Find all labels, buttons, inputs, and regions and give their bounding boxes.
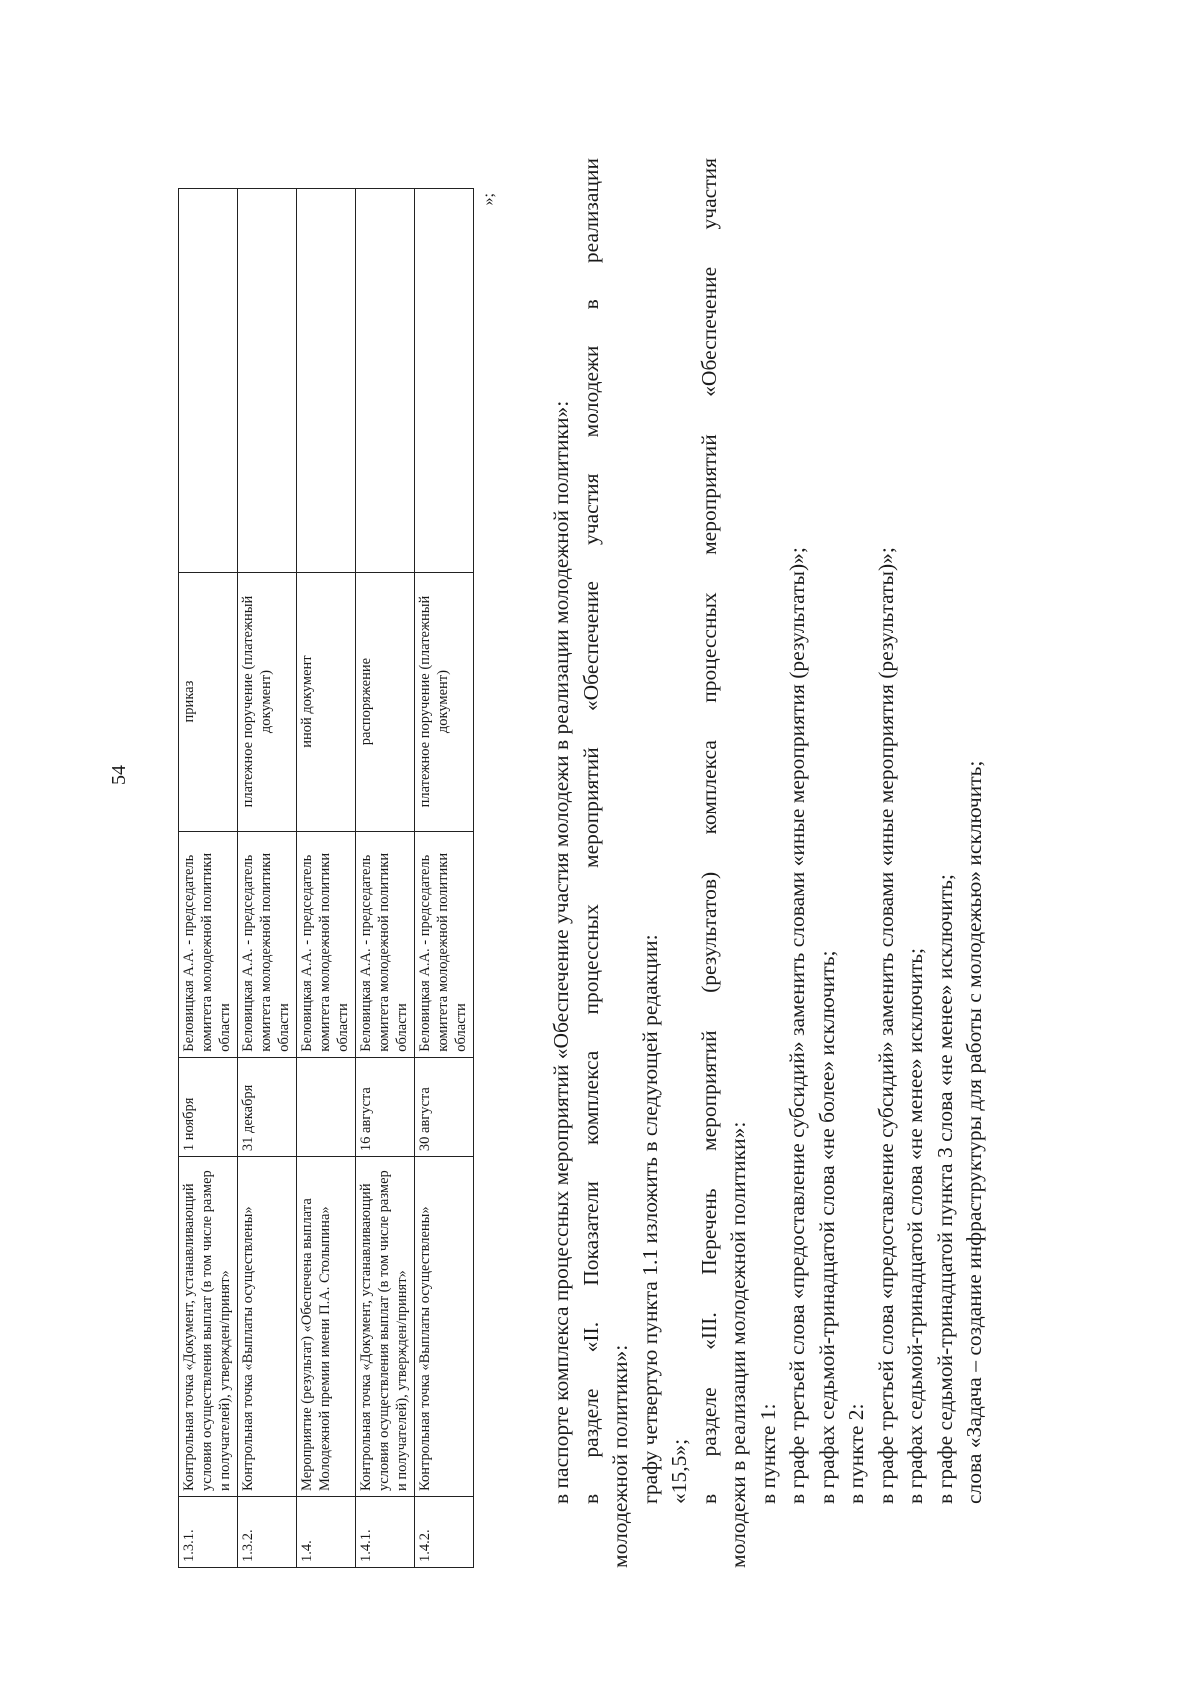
row-number: 1.3.1. [179, 1496, 238, 1567]
row-date: 30 августа [414, 1057, 473, 1156]
row-document: платежное поручение (платежный документ) [237, 572, 296, 831]
paragraph: в графе третьей слова «предоставление субсидий» заменить словами «иные мероприятия (результаты)»; [785, 547, 809, 1504]
row-document: приказ [179, 572, 238, 831]
row-extra-last [414, 189, 497, 573]
row-responsible: Беловицкая А.А. - председатель комитета молодежной политики области [355, 831, 414, 1057]
measures-table [178, 188, 497, 1568]
row-name: Мероприятие (результат) «Обеспечена выплата Молодежной премии имени П.А. Столыпина» [296, 1157, 355, 1497]
row-date [296, 1057, 355, 1156]
row-document: распоряжение [355, 572, 414, 831]
row-name: Контрольная точка «Выплаты осуществлены» [237, 1157, 296, 1497]
row-number: 1.4. [296, 1496, 355, 1567]
row-name: Контрольная точка «Документ, устанавливающий условия осуществления выплат (в том числе размер и получателей), утвержден/принят» [179, 1157, 238, 1497]
row-date: 1 ноября [179, 1057, 238, 1156]
row-document: платежное поручение (платежный документ) [414, 572, 473, 831]
paragraph: в пункте 2: [844, 1403, 868, 1504]
paragraph: в разделе «III. Перечень мероприятий (результатов) комплекса процессных мероприятий «Обеспечение участия [696, 158, 721, 1504]
row-responsible: Беловицкая А.А. - председатель комитета молодежной политики области [414, 831, 473, 1057]
row-extra [179, 189, 238, 573]
row-extra [355, 189, 414, 573]
paragraph: графу четвертую пункта 1.1 изложить в следующей редакции: [637, 934, 662, 1504]
table-end-mark: »; [479, 193, 497, 206]
paragraph: в графе седьмой-тринадцатой пункта 3 слова «не менее» исключить; [932, 874, 957, 1504]
paragraph: молодежи в реализации молодежной политики»: [726, 1121, 750, 1568]
row-number: 1.3.2. [237, 1496, 296, 1567]
table-row [355, 189, 414, 1568]
row-name: Контрольная точка «Документ, устанавливающий условия осуществления выплат (в том числе размер и получателей), утвержден/принят» [355, 1157, 414, 1497]
table-row [414, 189, 473, 1568]
row-date: 31 декабря [237, 1057, 296, 1156]
paragraph: «15,5»; [667, 1438, 691, 1504]
table-row [296, 189, 355, 1568]
paragraph: в графах седьмой-тринадцатой слова «не более» исключить; [814, 950, 839, 1504]
row-extra [237, 189, 296, 573]
row-number: 1.4.1. [355, 1496, 414, 1567]
table-row [179, 189, 238, 1568]
row-responsible: Беловицкая А.А. - председатель комитета молодежной политики области [296, 831, 355, 1057]
paragraph: в графах седьмой-тринадцатой слова «не менее» исключить; [903, 947, 927, 1504]
row-number: 1.4.2. [414, 1496, 473, 1567]
row-extra [296, 189, 355, 573]
page-number: 54 [108, 765, 130, 785]
paragraph: в пункте 1: [755, 1403, 780, 1504]
row-responsible: Беловицкая А.А. - председатель комитета молодежной политики области [237, 831, 296, 1057]
row-name: Контрольная точка «Выплаты осуществлены» [414, 1157, 473, 1497]
paragraph: в разделе «II. Показатели комплекса процессных мероприятий «Обеспечение участия молодежи в реализации [578, 158, 603, 1504]
rotated-content [0, 158, 986, 1588]
row-document: иной документ [296, 572, 355, 831]
paragraph: в графе третьей слова «предоставление субсидий» заменить словами «иные мероприятия (результаты)»; [873, 547, 898, 1504]
row-responsible: Беловицкая А.А. - председатель комитета молодежной политики области [179, 831, 238, 1057]
paragraph: молодежной политики»: [608, 1344, 632, 1568]
row-date: 16 августа [355, 1057, 414, 1156]
paragraph: в паспорте комплекса процессных мероприятий «Обеспечение участия молодежи в реализации молодежной политики»: [549, 400, 573, 1504]
paragraph: слова «Задача – создание инфраструктуры для работы с молодежью» исключить; [962, 760, 986, 1504]
table-row [237, 189, 296, 1568]
amendments-text [547, 158, 990, 1568]
